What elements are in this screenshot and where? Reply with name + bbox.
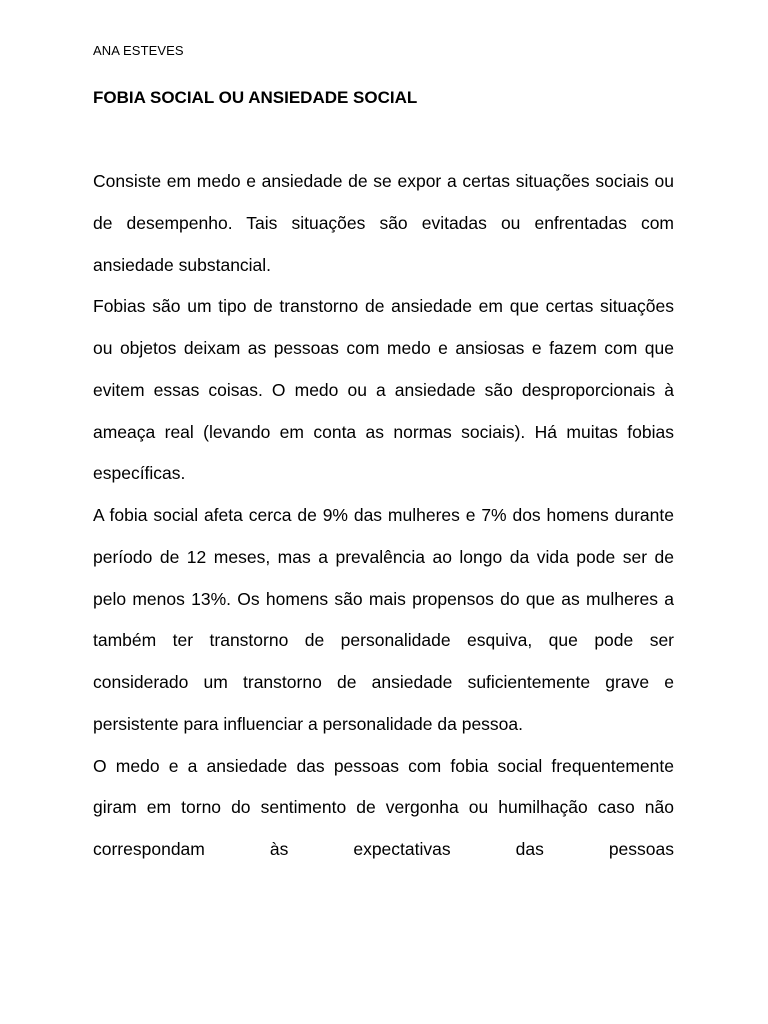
body-paragraph: Fobias são um tipo de transtorno de ansiedade em que certas situações ou objetos deixam as pessoas com medo e ansiosas e fazem com que evitem essas coisas. O medo ou a ansiedade são desproporcionais à ameaça real (levando em conta as normas sociais). Há muitas fobias específicas. <box>93 296 674 484</box>
author-name: ANA ESTEVES <box>93 43 184 58</box>
document-title: FOBIA SOCIAL OU ANSIEDADE SOCIAL <box>93 88 418 107</box>
body-paragraph: Consiste em medo e ansiedade de se expor a certas situações sociais ou de desempenho. Tais situações são evitadas ou enfrentadas com ansiedade substancial. <box>93 171 674 275</box>
body-paragraph: O medo e a ansiedade das pessoas com fobia social frequentemente giram em torno do sentimento de vergonha ou humilhação caso não correspondam às expectativas das pessoas <box>93 755 674 859</box>
body-paragraph: A fobia social afeta cerca de 9% das mulheres e 7% dos homens durante período de 12 meses, mas a prevalência ao longo da vida pode ser de pelo menos 13%. Os homens são mais propensos do que as mulheres a também ter transtorno de personalidade esquiva, que pode ser considerado um transtorno de ansiedade suficientemente grave e persistente para influenciar a personalidade da pessoa. <box>93 505 674 734</box>
document-body <box>93 161 674 871</box>
